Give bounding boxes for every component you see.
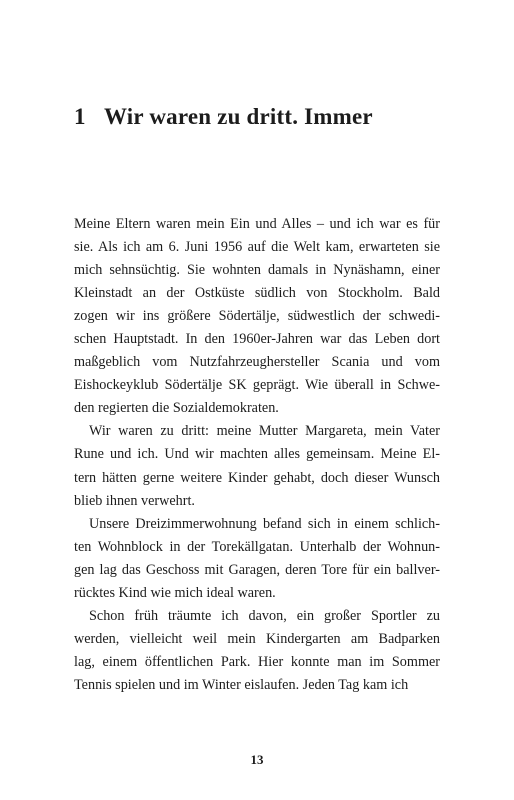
text-line: Eishockeyklub Södertälje SK geprägt. Wie überall in Schwe- xyxy=(74,377,440,394)
text-line: lag, einem öffentlichen Park. Hier konnte man im Sommer xyxy=(74,653,440,670)
paragraph xyxy=(74,213,440,420)
text-line: Meine Eltern waren mein Ein und Alles – und ich war es für xyxy=(74,216,440,232)
body-text xyxy=(74,213,440,697)
text-line: den regierten die Sozialdemokraten. xyxy=(74,400,279,417)
text-line: ten Wohnblock in der Torekällgatan. Unterhalb der Wohnun- xyxy=(74,538,440,555)
text-line: Kleinstadt an der Ostküste südlich von Stockholm. Bald xyxy=(74,285,440,302)
text-line: tern hätten gerne weitere Kinder gehabt, doch dieser Wunsch xyxy=(74,469,440,486)
paragraph xyxy=(74,513,440,605)
text-line: gen lag das Geschoss mit Garagen, deren Tore für ein ballver- xyxy=(74,561,440,578)
text-line: Rune und ich. Und wir machten alles gemeinsam. Meine El- xyxy=(74,446,440,463)
text-line: Unsere Dreizimmerwohnung befand sich in einem schlich- xyxy=(89,515,440,532)
text-line: blieb ihnen verwehrt. xyxy=(74,492,195,509)
paragraph xyxy=(74,420,440,512)
chapter-number: 1 xyxy=(74,104,86,129)
text-line: zogen wir ins größere Södertälje, südwestlich der schwedi- xyxy=(74,308,440,325)
text-line: werden, vielleicht weil mein Kindergarten am Badparken xyxy=(74,630,440,647)
text-line: sie. Als ich am 6. Juni 1956 auf die Welt kam, erwarteten sie xyxy=(74,239,440,256)
text-line: schen Hauptstadt. In den 1960er-Jahren war das Leben dort xyxy=(74,331,440,348)
chapter-heading xyxy=(74,104,373,130)
text-line: rücktes Kind wie mich ideal waren. xyxy=(74,584,276,601)
text-line: Tennis spielen und im Winter eislaufen. Jeden Tag kam ich xyxy=(74,676,409,693)
text-line: Wir waren zu dritt: meine Mutter Margareta, mein Vater xyxy=(89,423,440,440)
chapter-title: Wir waren zu dritt. Immer xyxy=(104,104,373,129)
page-number: 13 xyxy=(250,752,264,767)
paragraph xyxy=(74,605,440,697)
text-line: Schon früh träumte ich davon, ein großer Sportler zu xyxy=(89,607,440,624)
text-line: maßgeblich vom Nutzfahrzeughersteller Scania und vom xyxy=(74,354,440,371)
text-line: mich sehnsüchtig. Sie wohnten damals in Nynäshamn, einer xyxy=(74,262,440,279)
